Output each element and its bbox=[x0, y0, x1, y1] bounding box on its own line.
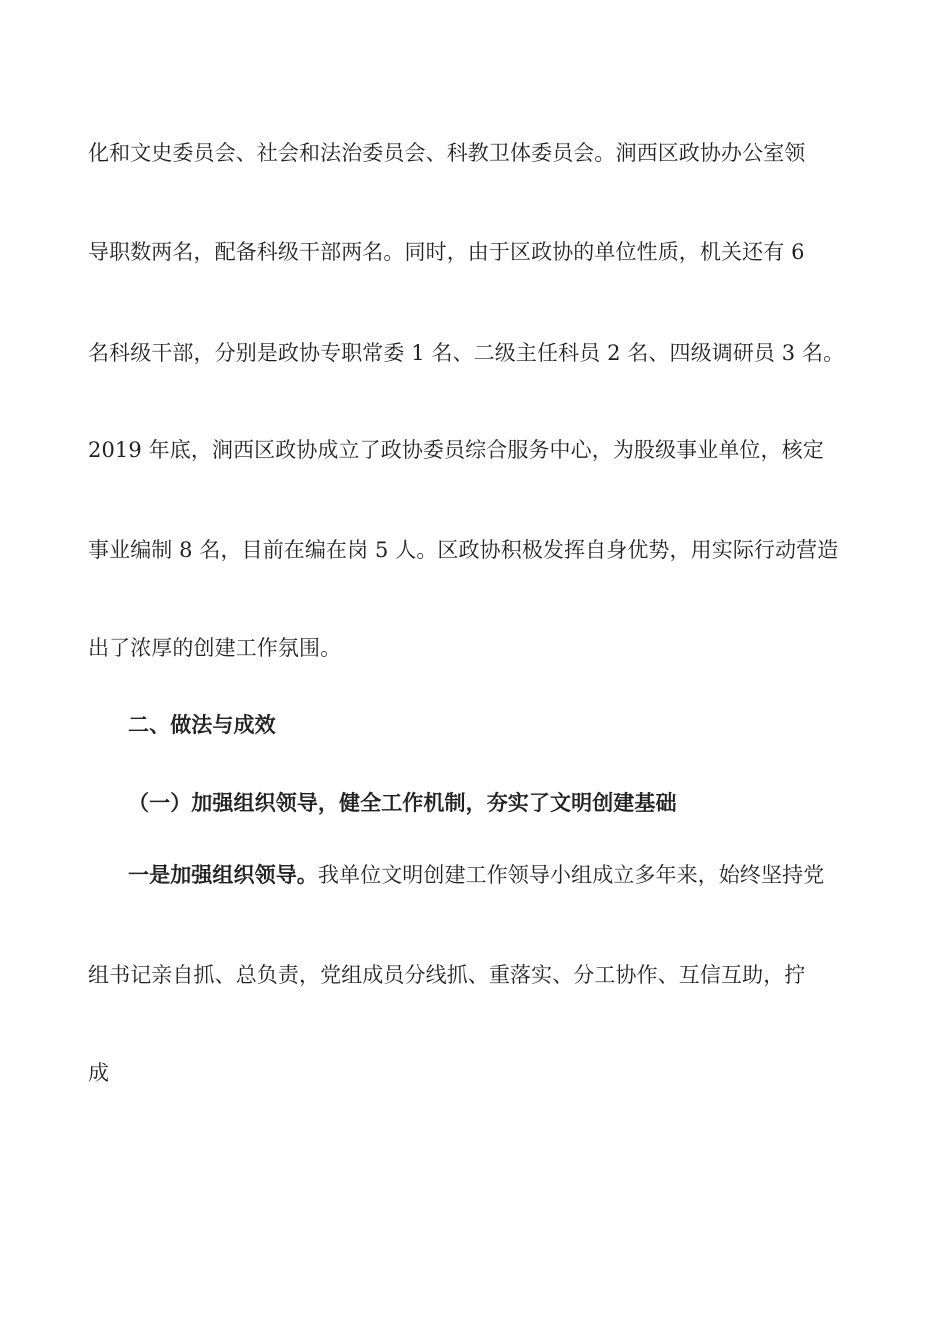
paragraph-2-line-2: 组书记亲自抓、总负责，党组成员分线抓、重落实、分工协作、互信互助，拧 bbox=[88, 963, 806, 987]
paragraph-2-line-1 bbox=[128, 860, 824, 890]
body-line-2: 导职数两名，配备科级干部两名。同时，由于区政协的单位性质，机关还有 6 bbox=[88, 240, 805, 264]
body-line-1: 化和文史委员会、社会和法治委员会、科教卫体委员会。涧西区政协办公室领 bbox=[88, 141, 806, 165]
paragraph-2-line-1-rest: 我单位文明创建工作领导小组成立多年来，始终坚持党 bbox=[317, 863, 825, 887]
paragraph-lead-bold: 一是加强组织领导。 bbox=[128, 863, 318, 887]
paragraph-2-line-3: 成 bbox=[88, 1061, 110, 1085]
subsection-heading: （一）加强组织领导，健全工作机制，夯实了文明创建基础 bbox=[128, 791, 677, 815]
body-line-5: 事业编制 8 名，目前在编在岗 5 人。区政协积极发挥自身优势，用实际行动营造 bbox=[88, 538, 839, 562]
body-line-6: 出了浓厚的创建工作氛围。 bbox=[88, 636, 342, 660]
body-line-4: 2019 年底，涧西区政协成立了政协委员综合服务中心，为股级事业单位，核定 bbox=[88, 438, 824, 462]
section-heading: 二、做法与成效 bbox=[128, 713, 276, 737]
body-line-3: 名科级干部，分别是政协专职常委 1 名、二级主任科员 2 名、四级调研员 3 名。 bbox=[88, 341, 845, 365]
